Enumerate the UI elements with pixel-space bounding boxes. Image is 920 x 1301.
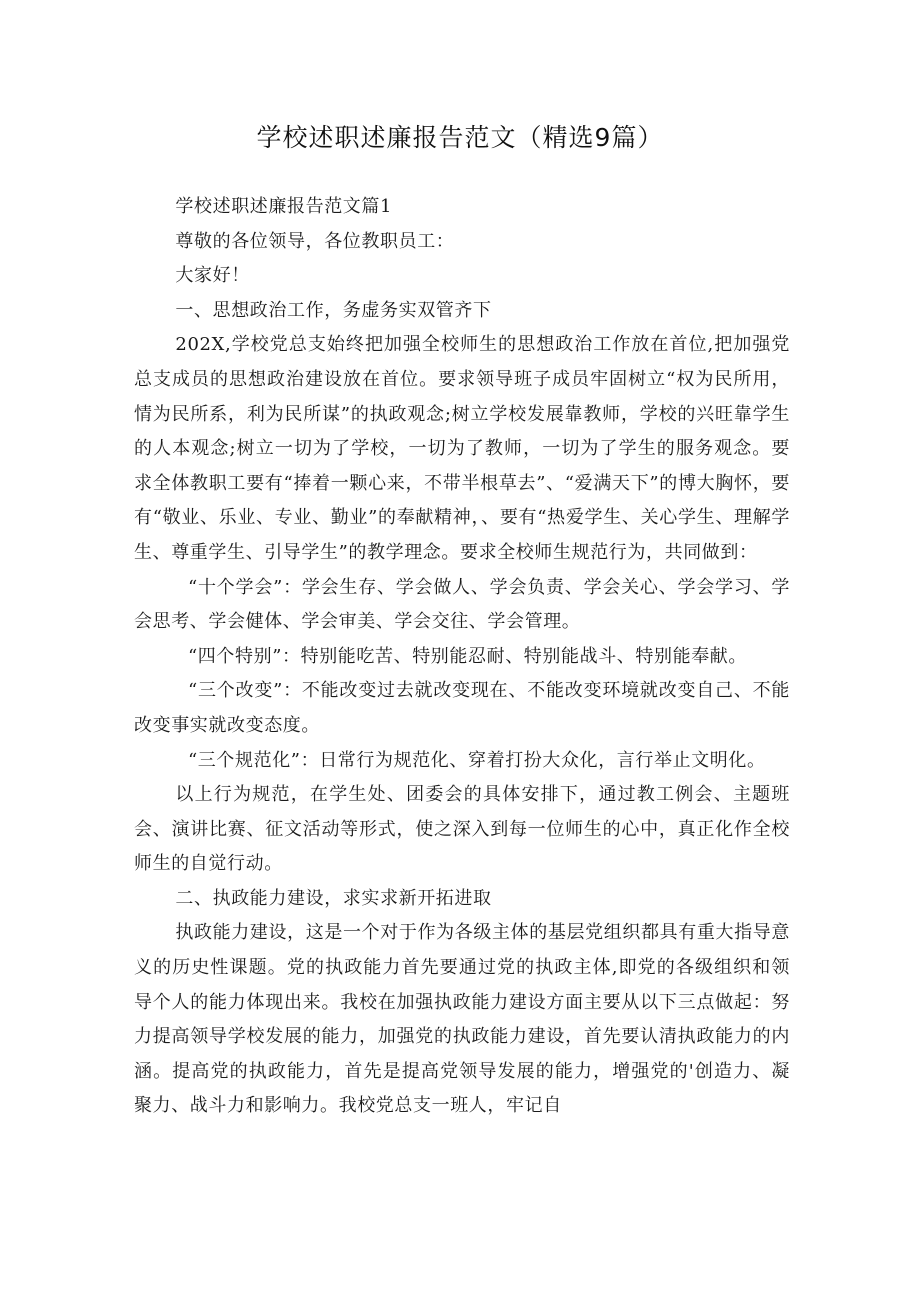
salutation: 尊敬的各位领导，各位教职员工： — [175, 230, 455, 252]
list-item-three-change: “三个改变”：不能改变过去就改变现在、不能改变环境就改变自己、不能改变事实就改变态度。 — [134, 680, 790, 736]
section-heading: 学校述职述廉报告范文篇1 — [175, 196, 393, 217]
paragraph: 以上行为规范，在学生处、团委会的具体安排下，通过教工例会、主题班会、演讲比赛、征文活动等形式，使之深入到每一位师生的心中，真正化作全校师生的自觉行动。 — [134, 784, 790, 875]
document-body — [134, 190, 790, 1124]
subheading-2: 二、执政能力建设，求实求新开拓进取 — [175, 887, 492, 909]
list-item-ten-learn: “十个学会”：学会生存、学会做人、学会负责、学会关心、学会学习、学会思考、学会健体、学会审美、学会交往、学会管理。 — [134, 576, 790, 633]
greeting: 大家好！ — [175, 265, 250, 287]
list-item-four-special: “四个特别”：特别能吃苦、特别能忍耐、特别能战斗、特别能奉献。 — [188, 645, 748, 667]
list-item-three-standard: “三个规范化”：日常行为规范化、穿着打扮大众化，言行举止文明化。 — [188, 749, 766, 771]
document-title: 学校述职述廉报告范文（精选9篇） — [256, 123, 664, 152]
paragraph: 202X,学校党总支始终把加强全校师生的思想政治工作放在首位,把加强党总支成员的思想政治建设放在首位。要求领导班子成员牢固树立“权为民所用，情为民所系，利为民所谋”的执政观念;树立学校发展靠教师，学校的兴旺靠学生的人本观念;树立一切为了学校，一切为了教师，一切为了学生的服务观念。要求全体教职工要有“捧着一颗心来，不带半根草去”、“爱满天下”的博大胸怀，要有“敬业、乐业、专业、勤业”的奉献精神，、要有“热爱学生、关心学生、理解学生、尊重学生、引导学生”的教学理念。要求全校师生规范行为，共同做到： — [134, 334, 790, 563]
subheading-1: 一、思想政治工作，务虚务实双管齐下 — [175, 299, 492, 321]
paragraph: 执政能力建设，这是一个对于作为各级主体的基层党组织都具有重大指导意义的历史性课题。党的执政能力首先要通过党的执政主体,即党的各级组织和领导个人的能力体现出来。我校在加强执政能力建设方面主要从以下三点做起：努力提高领导学校发展的能力，加强党的执政能力建设，首先要认清执政能力的内涵。提高党的执政能力，首先是提高党领导发展的能力，增强党的'创造力、凝聚力、战斗力和影响力。我校党总支一班人，牢记自 — [134, 922, 790, 1117]
